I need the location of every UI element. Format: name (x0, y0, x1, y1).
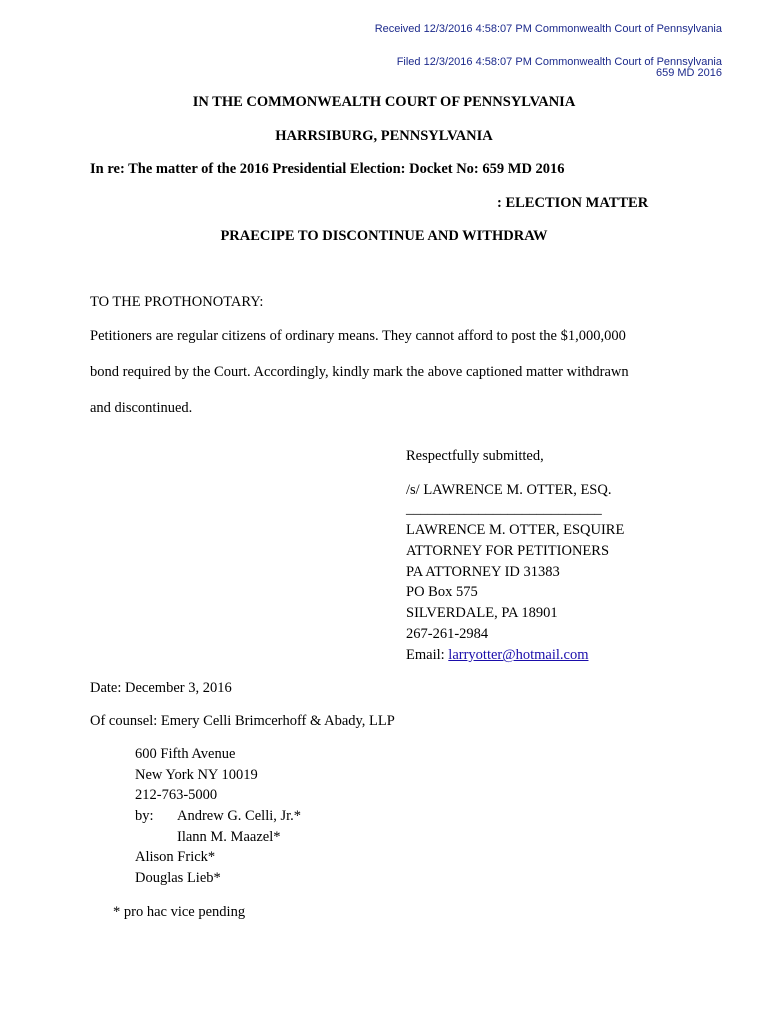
counsel-attorney: Alison Frick* (135, 849, 216, 865)
counsel-phone: 212-763-5000 (135, 787, 218, 803)
email-label: Email: (406, 647, 449, 663)
counsel-attorney: Andrew G. Celli, Jr.* (177, 808, 302, 824)
counsel-attorney: Ilann M. Maazel* (177, 829, 281, 845)
counsel-attorney: Douglas Lieb* (135, 870, 221, 886)
email-link[interactable]: larryotter@hotmail.com (448, 647, 589, 663)
footnote: * pro hac vice pending (113, 904, 246, 920)
docket-stamp: 659 MD 2016 (655, 67, 722, 79)
counsel-address-2: New York NY 10019 (135, 767, 258, 783)
document-title: PRAECIPE TO DISCONTINUE AND WITHDRAW (220, 228, 548, 244)
attorney-phone: 267-261-2984 (406, 626, 489, 642)
counsel-by-label: by: (135, 808, 154, 824)
in-re-line: In re: The matter of the 2016 Presidential Election: Docket No: 659 MD 2016 (90, 161, 565, 177)
electronic-signature: /s/ LAWRENCE M. OTTER, ESQ. (406, 482, 612, 498)
attorney-id: PA ATTORNEY ID 31383 (406, 564, 560, 580)
attorney-city: SILVERDALE, PA 18901 (406, 605, 558, 621)
body-line-3: and discontinued. (90, 400, 193, 416)
body-line-2: bond required by the Court. Accordingly, kindly mark the above captioned matter withdrawn (90, 364, 629, 380)
attorney-role: ATTORNEY FOR PETITIONERS (406, 543, 610, 559)
attorney-po-box: PO Box 575 (406, 584, 478, 600)
court-heading: IN THE COMMONWEALTH COURT OF PENNSYLVANIA (192, 94, 576, 110)
date-line: Date: December 3, 2016 (90, 680, 232, 696)
filed-stamp: Filed 12/3/2016 4:58:07 PM Commonwealth Court of Pennsylvania (396, 56, 722, 68)
election-matter-label: : ELECTION MATTER (497, 195, 649, 211)
attorney-name: LAWRENCE M. OTTER, ESQUIRE (406, 522, 625, 538)
counsel-address-1: 600 Fifth Avenue (135, 746, 236, 762)
salutation: TO THE PROTHONOTARY: (90, 294, 264, 310)
body-line-1: Petitioners are regular citizens of ordinary means. They cannot afford to post the $1,000,000 (90, 328, 626, 344)
counsel-label: Of counsel: Emery Celli Brimcerhoff & Abady, LLP (90, 713, 395, 729)
attorney-email-line (406, 647, 588, 664)
city-heading: HARRSIBURG, PENNSYLVANIA (275, 128, 493, 144)
signature-rule: ___________________________ (406, 501, 602, 517)
closing: Respectfully submitted, (406, 448, 544, 464)
received-stamp: Received 12/3/2016 4:58:07 PM Commonwealth Court of Pennsylvania (374, 23, 722, 35)
